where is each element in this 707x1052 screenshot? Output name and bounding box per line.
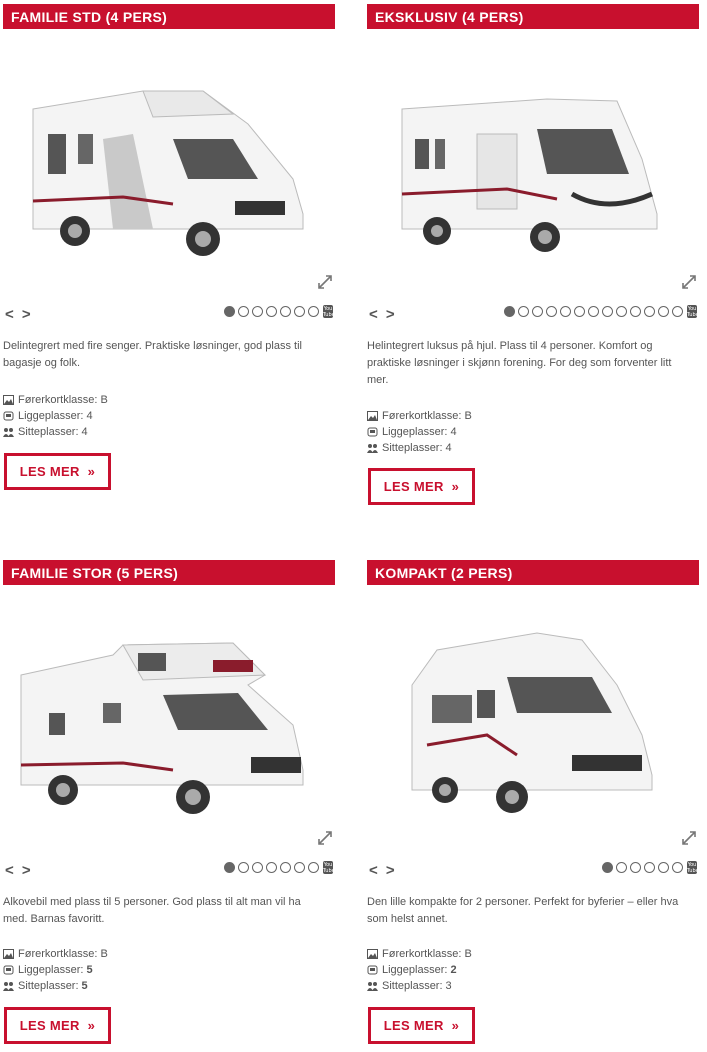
bed-icon: [3, 965, 14, 975]
spec-list: [367, 946, 472, 994]
spec-label: Førerkortklasse:: [382, 410, 462, 422]
card-description: Delintegrert med fire senger. Praktiske løsninger, god plass til bagasje og folk.: [3, 340, 302, 369]
bed-icon: [367, 427, 378, 437]
button-label: LES MER: [383, 1018, 444, 1033]
people-icon: [3, 981, 14, 991]
carousel-dot[interactable]: [294, 306, 305, 317]
card-description: Alkovebil med plass til 5 personer. God plass til alt man vil ha med. Barnas favoritt.: [3, 896, 301, 925]
image-icon: [3, 395, 14, 405]
spec-beds: [367, 962, 472, 978]
vehicle-card-familie-std: [3, 4, 335, 504]
expand-icon[interactable]: [317, 830, 333, 846]
carousel-dot[interactable]: [224, 306, 235, 317]
card-title: FAMILIE STD (4 PERS): [3, 4, 335, 29]
read-more-button[interactable]: [4, 453, 111, 490]
spec-label: Liggeplasser:: [18, 964, 84, 976]
spec-value: B: [464, 948, 472, 960]
carousel-dot[interactable]: [280, 306, 291, 317]
spec-seats: [367, 978, 472, 994]
carousel-dot[interactable]: [252, 306, 263, 317]
spec-list: [3, 946, 108, 994]
vehicle-card-eksklusiv: [367, 4, 699, 504]
spec-label: Liggeplasser:: [382, 426, 448, 438]
spec-value: B: [464, 410, 472, 422]
carousel-dot[interactable]: [280, 862, 291, 873]
spec-list: [3, 392, 108, 440]
carousel-dot[interactable]: [560, 306, 571, 317]
spec-label: Førerkortklasse:: [382, 948, 462, 960]
spec-value: 5: [81, 980, 88, 992]
spec-value: 2: [450, 964, 457, 976]
people-icon: [367, 443, 378, 453]
carousel-nav-arrows[interactable]: < >: [5, 306, 33, 323]
carousel-dot[interactable]: [252, 862, 263, 873]
spec-list: [367, 408, 472, 456]
image-icon: [367, 411, 378, 421]
spec-license: [3, 946, 108, 962]
expand-icon[interactable]: [681, 274, 697, 290]
spec-license: [367, 408, 472, 424]
carousel-dot[interactable]: [238, 306, 249, 317]
carousel-dot[interactable]: [616, 862, 627, 873]
read-more-button[interactable]: [368, 1007, 475, 1044]
carousel-dot[interactable]: [630, 306, 641, 317]
chevron-right-icon: »: [451, 1018, 460, 1033]
read-more-button[interactable]: [4, 1007, 111, 1044]
carousel-dot[interactable]: [644, 306, 655, 317]
carousel-dot[interactable]: [588, 306, 599, 317]
spec-value: 4: [450, 426, 457, 438]
carousel-dots[interactable]: [501, 305, 697, 318]
spec-beds: [367, 424, 472, 440]
button-label: LES MER: [19, 1018, 80, 1033]
carousel-dot[interactable]: [546, 306, 557, 317]
spec-beds: [3, 962, 108, 978]
carousel-dot[interactable]: [658, 306, 669, 317]
spec-beds: [3, 408, 108, 424]
spec-label: Sitteplasser:: [382, 442, 443, 454]
vehicle-card-kompakt: [367, 560, 699, 1050]
carousel-dot[interactable]: [532, 306, 543, 317]
spec-value: 4: [445, 442, 452, 454]
motorhome-image[interactable]: [3, 585, 335, 850]
carousel-dot[interactable]: [294, 862, 305, 873]
carousel-nav-arrows[interactable]: < >: [369, 306, 397, 323]
motorhome-image[interactable]: [367, 585, 699, 850]
carousel-dot[interactable]: [658, 862, 669, 873]
carousel-dot[interactable]: [672, 306, 683, 317]
people-icon: [367, 981, 378, 991]
spec-value: B: [100, 394, 108, 406]
bed-icon: [3, 411, 14, 421]
spec-value: B: [100, 948, 108, 960]
spec-label: Liggeplasser:: [382, 964, 448, 976]
carousel-dot[interactable]: [238, 862, 249, 873]
youtube-icon[interactable]: You Tube: [323, 306, 335, 318]
chevron-right-icon: »: [87, 1018, 96, 1033]
carousel-dot[interactable]: [266, 306, 277, 317]
carousel-nav-arrows[interactable]: < >: [5, 862, 33, 879]
carousel-dot[interactable]: [574, 306, 585, 317]
bed-icon: [367, 965, 378, 975]
youtube-icon[interactable]: You Tube: [687, 306, 699, 318]
carousel-dot[interactable]: [266, 862, 277, 873]
spec-value: 4: [81, 426, 88, 438]
spec-label: Liggeplasser:: [18, 410, 84, 422]
carousel-dot[interactable]: [630, 862, 641, 873]
carousel-dot[interactable]: [602, 862, 613, 873]
carousel-dot[interactable]: [672, 862, 683, 873]
carousel-dot[interactable]: [308, 306, 319, 317]
carousel-dots[interactable]: [221, 861, 333, 874]
carousel-dot[interactable]: [616, 306, 627, 317]
carousel-dot[interactable]: [224, 862, 235, 873]
button-label: LES MER: [19, 464, 80, 479]
vehicle-card-familie-stor: [3, 560, 335, 1050]
spec-seats: [3, 424, 108, 440]
spec-label: Førerkortklasse:: [18, 948, 98, 960]
card-title: EKSKLUSIV (4 PERS): [367, 4, 699, 29]
carousel-dot[interactable]: [602, 306, 613, 317]
spec-value: 5: [86, 964, 93, 976]
read-more-button[interactable]: [368, 468, 475, 505]
image-icon: [3, 949, 14, 959]
carousel-dot[interactable]: [518, 306, 529, 317]
motorhome-image[interactable]: [3, 29, 335, 294]
spec-value: 3: [445, 980, 452, 992]
chevron-right-icon: »: [451, 479, 460, 494]
carousel-dots[interactable]: [599, 861, 697, 874]
image-icon: [367, 949, 378, 959]
button-label: LES MER: [383, 479, 444, 494]
card-title: KOMPAKT (2 PERS): [367, 560, 699, 585]
card-description: Den lille kompakte for 2 personer. Perfekt for byferier – eller hva som helst annet.: [367, 896, 679, 925]
spec-label: Førerkortklasse:: [18, 394, 98, 406]
chevron-right-icon: »: [87, 464, 96, 479]
spec-value: 4: [86, 410, 93, 422]
spec-label: Sitteplasser:: [18, 980, 79, 992]
card-title: FAMILIE STOR (5 PERS): [3, 560, 335, 585]
carousel-dot[interactable]: [504, 306, 515, 317]
card-description: Helintegrert luksus på hjul. Plass til 4 personer. Komfort og praktiske løsninger i skjønn forening. For deg som forventer litt mer.: [367, 340, 672, 386]
spec-label: Sitteplasser:: [382, 980, 443, 992]
expand-icon[interactable]: [681, 830, 697, 846]
spec-license: [3, 392, 108, 408]
carousel-nav-arrows[interactable]: < >: [369, 862, 397, 879]
carousel-dots[interactable]: [221, 305, 333, 318]
youtube-icon[interactable]: You Tube: [323, 862, 335, 874]
youtube-icon[interactable]: You Tube: [687, 862, 699, 874]
spec-label: Sitteplasser:: [18, 426, 79, 438]
carousel-dot[interactable]: [644, 862, 655, 873]
spec-license: [367, 946, 472, 962]
expand-icon[interactable]: [317, 274, 333, 290]
spec-seats: [367, 440, 472, 456]
people-icon: [3, 427, 14, 437]
motorhome-image[interactable]: [367, 29, 699, 294]
spec-seats: [3, 978, 108, 994]
carousel-dot[interactable]: [308, 862, 319, 873]
